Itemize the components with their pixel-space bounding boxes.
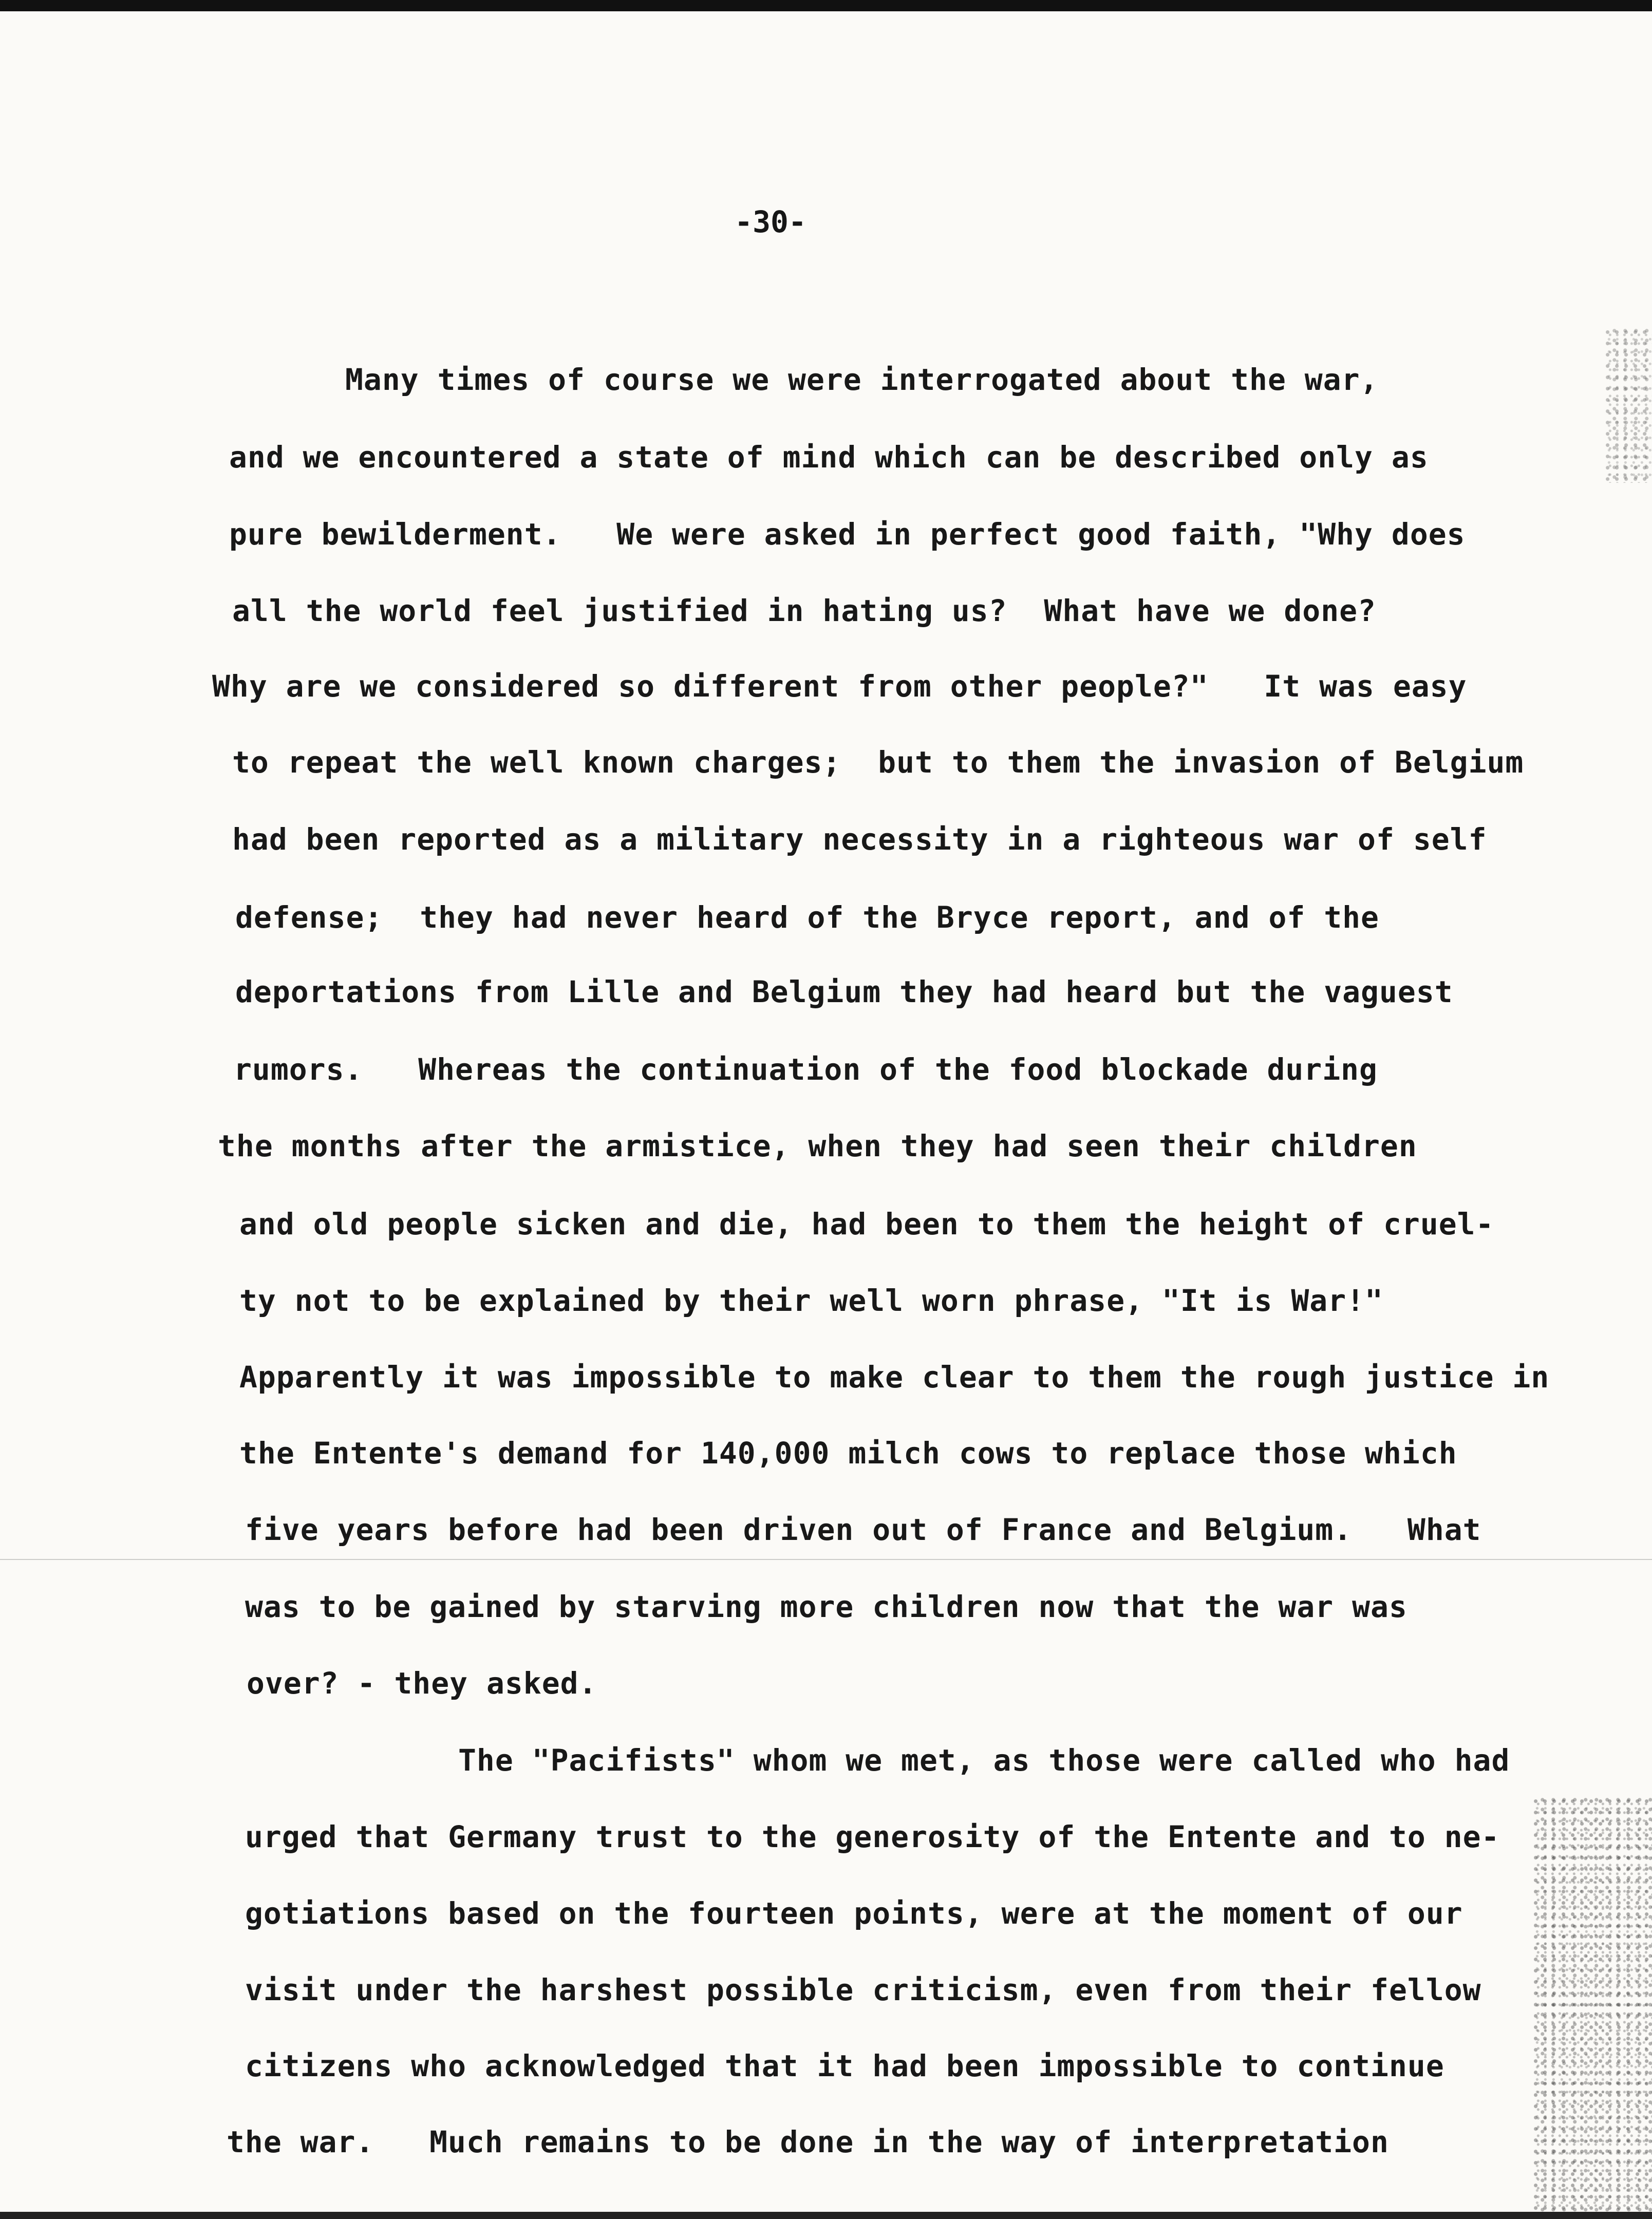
text-line: Why are we considered so different from other people?" It was easy	[212, 669, 1467, 704]
scan-bottom-edge	[0, 2212, 1652, 2219]
text-line: the Entente's demand for 140,000 milch cows to replace those which	[239, 1436, 1457, 1471]
text-line: had been reported as a military necessity in a righteous war of self	[232, 822, 1487, 857]
text-line: all the world feel justified in hating us? What have we done?	[232, 593, 1376, 628]
text-line: visit under the harshest possible criticism, even from their fellow	[245, 1972, 1481, 2007]
text-line: citizens who acknowledged that it had been impossible to continue	[245, 2048, 1444, 2083]
text-line: five years before had been driven out of France and Belgium. What	[245, 1512, 1481, 1547]
text-line: rumors. Whereas the continuation of the food blockade during	[234, 1052, 1378, 1087]
text-line: defense; they had never heard of the Bryce report, and of the	[235, 900, 1379, 935]
text-line: urged that Germany trust to the generosity of the Entente and to ne-	[245, 1819, 1500, 1854]
text-line: ty not to be explained by their well worn phrase, "It is War!"	[239, 1283, 1383, 1318]
text-line: the months after the armistice, when they had seen their children	[218, 1129, 1417, 1163]
text-line: gotiations based on the fourteen points, were at the moment of our	[245, 1896, 1463, 1931]
text-line: and we encountered a state of mind which can be described only as	[229, 440, 1429, 475]
text-line: the war. Much remains to be done in the way of interpretation	[227, 2124, 1389, 2159]
page-number: -30-	[735, 204, 806, 239]
text-line: deportations from Lille and Belgium they had heard but the vaguest	[235, 974, 1453, 1009]
text-line: and old people sicken and die, had been to them the height of cruel-	[239, 1207, 1494, 1242]
text-line: to repeat the well known charges; but to them the invasion of Belgium	[232, 745, 1524, 780]
text-line: The "Pacifists" whom we met, as those were called who had	[458, 1743, 1510, 1778]
text-line: over? - they asked.	[247, 1666, 597, 1701]
text-line: Apparently it was impossible to make clear to them the rough justice in	[239, 1360, 1550, 1395]
text-line: pure bewilderment. We were asked in perfect good faith, "Why does	[229, 517, 1466, 552]
text-line: Many times of course we were interrogated about the war,	[345, 362, 1379, 397]
text-line: was to be gained by starving more children now that the war was	[245, 1589, 1407, 1624]
